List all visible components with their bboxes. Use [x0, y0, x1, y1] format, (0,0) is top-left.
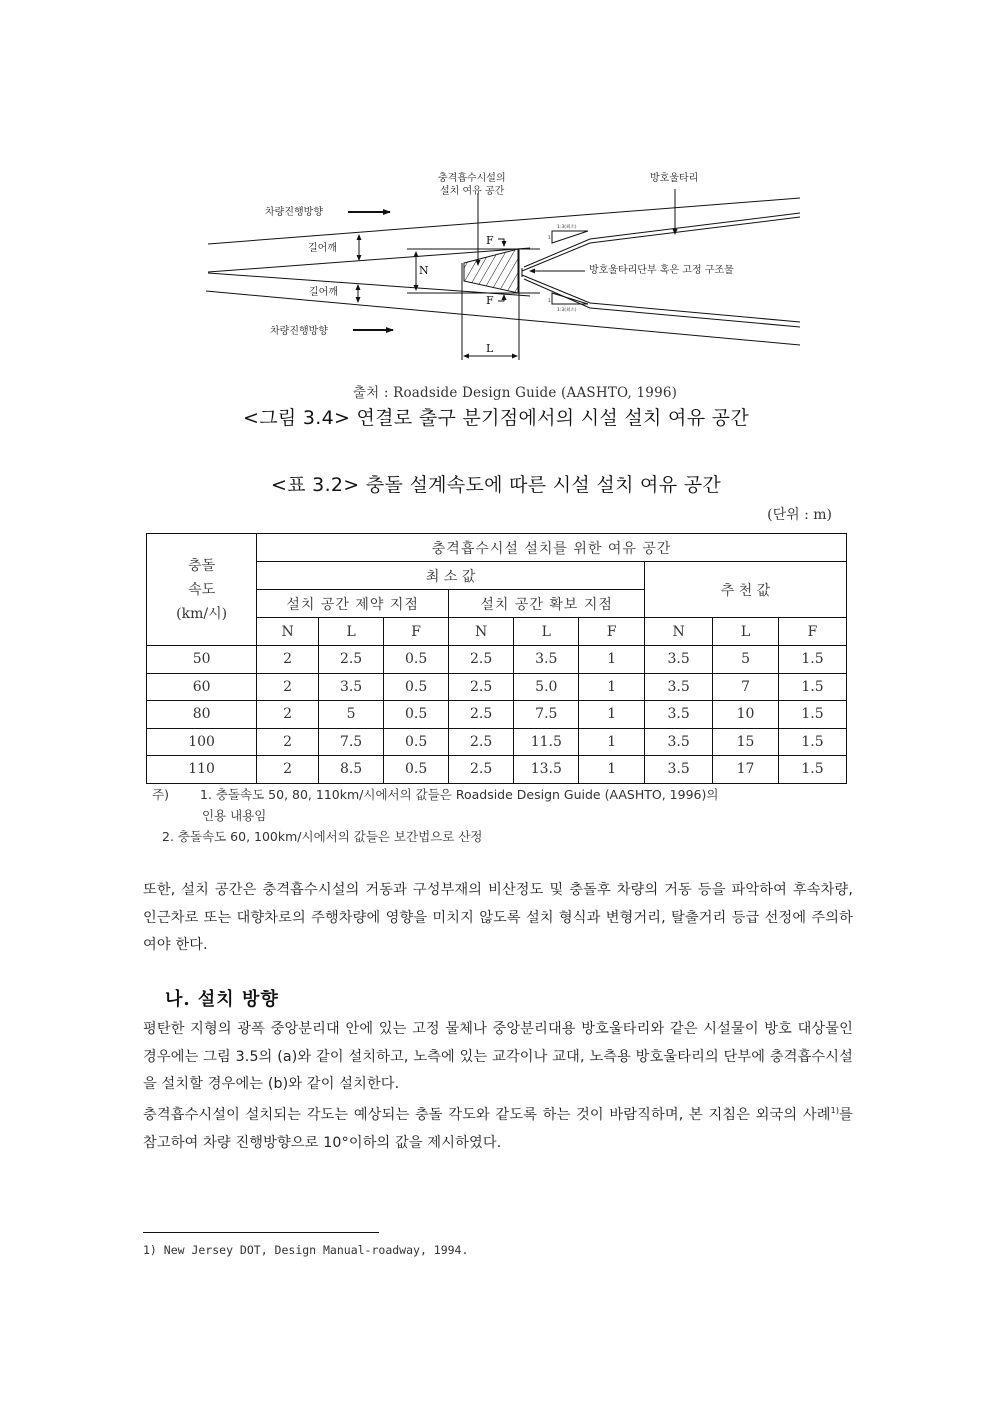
label-slope-bottom: 1:3(최소): [557, 308, 577, 313]
footnote-ref[interactable]: 1): [830, 1106, 840, 1115]
table-cell: 7.5: [514, 701, 579, 729]
label-shoulder-bottom: 길어깨: [309, 287, 338, 298]
table-cell: 2.5: [449, 728, 514, 756]
label-direction-bottom: 차량진행방향: [270, 326, 328, 337]
label-slope-top: 1:3(최소): [557, 225, 577, 230]
guardrail-top-2: [524, 213, 800, 267]
cell-speed: 50: [147, 646, 257, 674]
cell-speed: 80: [147, 701, 257, 729]
road-diagram-figure: [200, 165, 800, 370]
table-row: [147, 728, 847, 756]
label-L: L: [486, 342, 494, 355]
table-cell: 11.5: [514, 728, 579, 756]
table-cell: 1: [579, 673, 645, 701]
label-slope-one-top: 1: [548, 236, 551, 241]
paragraph-3-after: 를 참고하여 차량 진행방향으로 10°이하의 값을 제시하였다.: [143, 1107, 853, 1151]
table-cell: 7: [713, 673, 779, 701]
table-cell: 0.5: [384, 646, 449, 674]
table-cell: 2: [257, 646, 319, 674]
table-cell: 8.5: [319, 756, 384, 784]
table-cell: 7.5: [319, 728, 384, 756]
table-cell: 17: [713, 756, 779, 784]
table-row: [147, 673, 847, 701]
note-1: [152, 784, 718, 805]
header-constrained: 설치 공간 제약 지점: [257, 590, 449, 618]
footnote: 1) New Jersey DOT, Design Manual-roadway, 1994.: [143, 1243, 469, 1257]
paragraph-1: 또한, 설치 공간은 충격흡수시설의 거동과 구성부재의 비산정도 및 충돌후 차량의 거동 등을 파악하여 후속차량, 인근차로 또는 대향차로의 주행차량에 영향을 미치지 않도록 설치 형식과 변형거리, 탈출거리 등급 선정에 주의하여야 한다.: [143, 882, 853, 953]
table-cell: 5: [713, 646, 779, 674]
note-prefix: 주): [152, 787, 169, 802]
table-cell: 13.5: [514, 756, 579, 784]
header-col-f: F: [579, 618, 645, 646]
table-cell: 2: [257, 701, 319, 729]
table-cell: 1.5: [778, 756, 846, 784]
table-cell: 2.5: [449, 701, 514, 729]
table-cell: 1.5: [778, 728, 846, 756]
table-cell: 1.5: [778, 673, 846, 701]
clearance-table: [146, 533, 847, 784]
table-unit: (단위 : m): [767, 507, 832, 523]
table-row: [147, 701, 847, 729]
table-header-row-1: [147, 534, 847, 562]
road-edge-top: [208, 198, 800, 244]
paragraph-3: [143, 1097, 853, 1157]
label-direction-top: 차량진행방향: [265, 207, 323, 218]
table-cell: 1: [579, 646, 645, 674]
table-cell: 1.5: [778, 646, 846, 674]
header-speed-line3: (km/시): [176, 605, 228, 622]
table-cell: 3.5: [645, 756, 713, 784]
label-attenuator-space-2: 설치 여유 공간: [440, 186, 505, 197]
label-guardrail-end: 방호울타리단부 혹은 고정 구조물: [589, 265, 734, 276]
F-top-marker: [498, 239, 504, 246]
table-cell: 3.5: [645, 728, 713, 756]
guardrail-bottom: [522, 275, 800, 322]
note-2: 2. 충돌속도 60, 100km/시에서의 값들은 보간법으로 산정: [162, 829, 483, 844]
table-cell: 2.5: [319, 646, 384, 674]
header-minimum: 최 소 값: [257, 562, 645, 590]
table-cell: 3.5: [645, 673, 713, 701]
header-group: 충격흡수시설 설치를 위한 여유 공간: [257, 534, 847, 562]
footnote-divider: [143, 1232, 379, 1233]
slope-triangle-top: [552, 231, 588, 243]
table-cell: 0.5: [384, 673, 449, 701]
header-col-n: N: [645, 618, 713, 646]
section-heading: 나. 설치 방향: [165, 989, 279, 1010]
table-cell: 3.5: [645, 646, 713, 674]
table-cell: 3.5: [645, 701, 713, 729]
header-col-f: F: [778, 618, 846, 646]
table-cell: 2.5: [449, 673, 514, 701]
header-speed-line1: 충돌: [188, 557, 216, 574]
table-cell: 5: [319, 701, 384, 729]
header-col-f: F: [384, 618, 449, 646]
header-col-l: L: [319, 618, 384, 646]
label-slope-one-bottom: 1: [548, 299, 551, 304]
label-attenuator-space-1: 충격흡수시설의: [438, 173, 506, 184]
table-title: <표 3.2> 충돌 설계속도에 따른 시설 설치 여유 공간: [270, 474, 722, 496]
label-shoulder-top: 길어깨: [308, 243, 337, 254]
figure-caption: <그림 3.4> 연결로 출구 분기점에서의 시설 설치 여유 공간: [242, 407, 749, 429]
table-cell: 0.5: [384, 756, 449, 784]
table-cell: 10: [713, 701, 779, 729]
label-guardrail: 방호울타리: [650, 173, 699, 184]
label-F-bottom: F: [486, 294, 494, 307]
cell-speed: 60: [147, 673, 257, 701]
figure-source: 출처 : Roadside Design Guide (AASHTO, 1996): [352, 385, 678, 401]
header-col-n: N: [257, 618, 319, 646]
attenuator-space: [464, 249, 518, 293]
road-diagram-svg: [200, 165, 800, 370]
table-cell: 2.5: [449, 756, 514, 784]
table-cell: 15: [713, 728, 779, 756]
table-cell: 2: [257, 673, 319, 701]
table-cell: 0.5: [384, 701, 449, 729]
label-F-top: F: [486, 234, 494, 247]
cell-speed: 100: [147, 728, 257, 756]
table-cell: 1: [579, 756, 645, 784]
header-secured: 설치 공간 확보 지점: [449, 590, 645, 618]
table-body: [147, 646, 847, 784]
label-N: N: [419, 264, 429, 277]
header-speed-line2: 속도: [188, 581, 216, 598]
note-1-text: 1. 충돌속도 50, 80, 110km/시에서의 값들은 Roadside Design Guide (AASHTO, 1996)의: [200, 787, 719, 802]
table-cell: 1: [579, 701, 645, 729]
F-bottom-marker: [498, 295, 504, 301]
paragraph-2: 평탄한 지형의 광폭 중앙분리대 안에 있는 고정 물체나 중앙분리대용 방호울타리와 같은 시설물이 방호 대상물인 경우에는 그림 3.5의 (a)와 같이 설치하고, 노측에 있는 교각이나 교대, 노측용 방호울타리의 단부에 충격흡수시설을 설치할 경우에는 (b)와 같이 설치한다.: [143, 1021, 853, 1092]
table-cell: 3.5: [514, 646, 579, 674]
table-cell: 2: [257, 728, 319, 756]
header-col-l: L: [713, 618, 779, 646]
guardrail-bottom-2: [524, 279, 800, 327]
note-1-continued: 인용 내용임: [202, 808, 267, 823]
table-row: [147, 646, 847, 674]
header-col-n: N: [449, 618, 514, 646]
table-cell: 2: [257, 756, 319, 784]
paragraph-3-before: 충격흡수시설이 설치되는 각도는 예상되는 충돌 각도와 같도록 하는 것이 바람직하며, 본 지침은 외국의 사례: [143, 1107, 831, 1123]
table-cell: 3.5: [319, 673, 384, 701]
table-cell: 1.5: [778, 701, 846, 729]
table-cell: 5.0: [514, 673, 579, 701]
table-cell: 1: [579, 728, 645, 756]
table-row: [147, 756, 847, 784]
header-recommended: 추 천 값: [645, 562, 847, 618]
table-notes: [152, 784, 718, 847]
header-col-l: L: [514, 618, 579, 646]
cell-speed: 110: [147, 756, 257, 784]
header-speed: [147, 534, 257, 646]
table-cell: 0.5: [384, 728, 449, 756]
table-cell: 2.5: [449, 646, 514, 674]
